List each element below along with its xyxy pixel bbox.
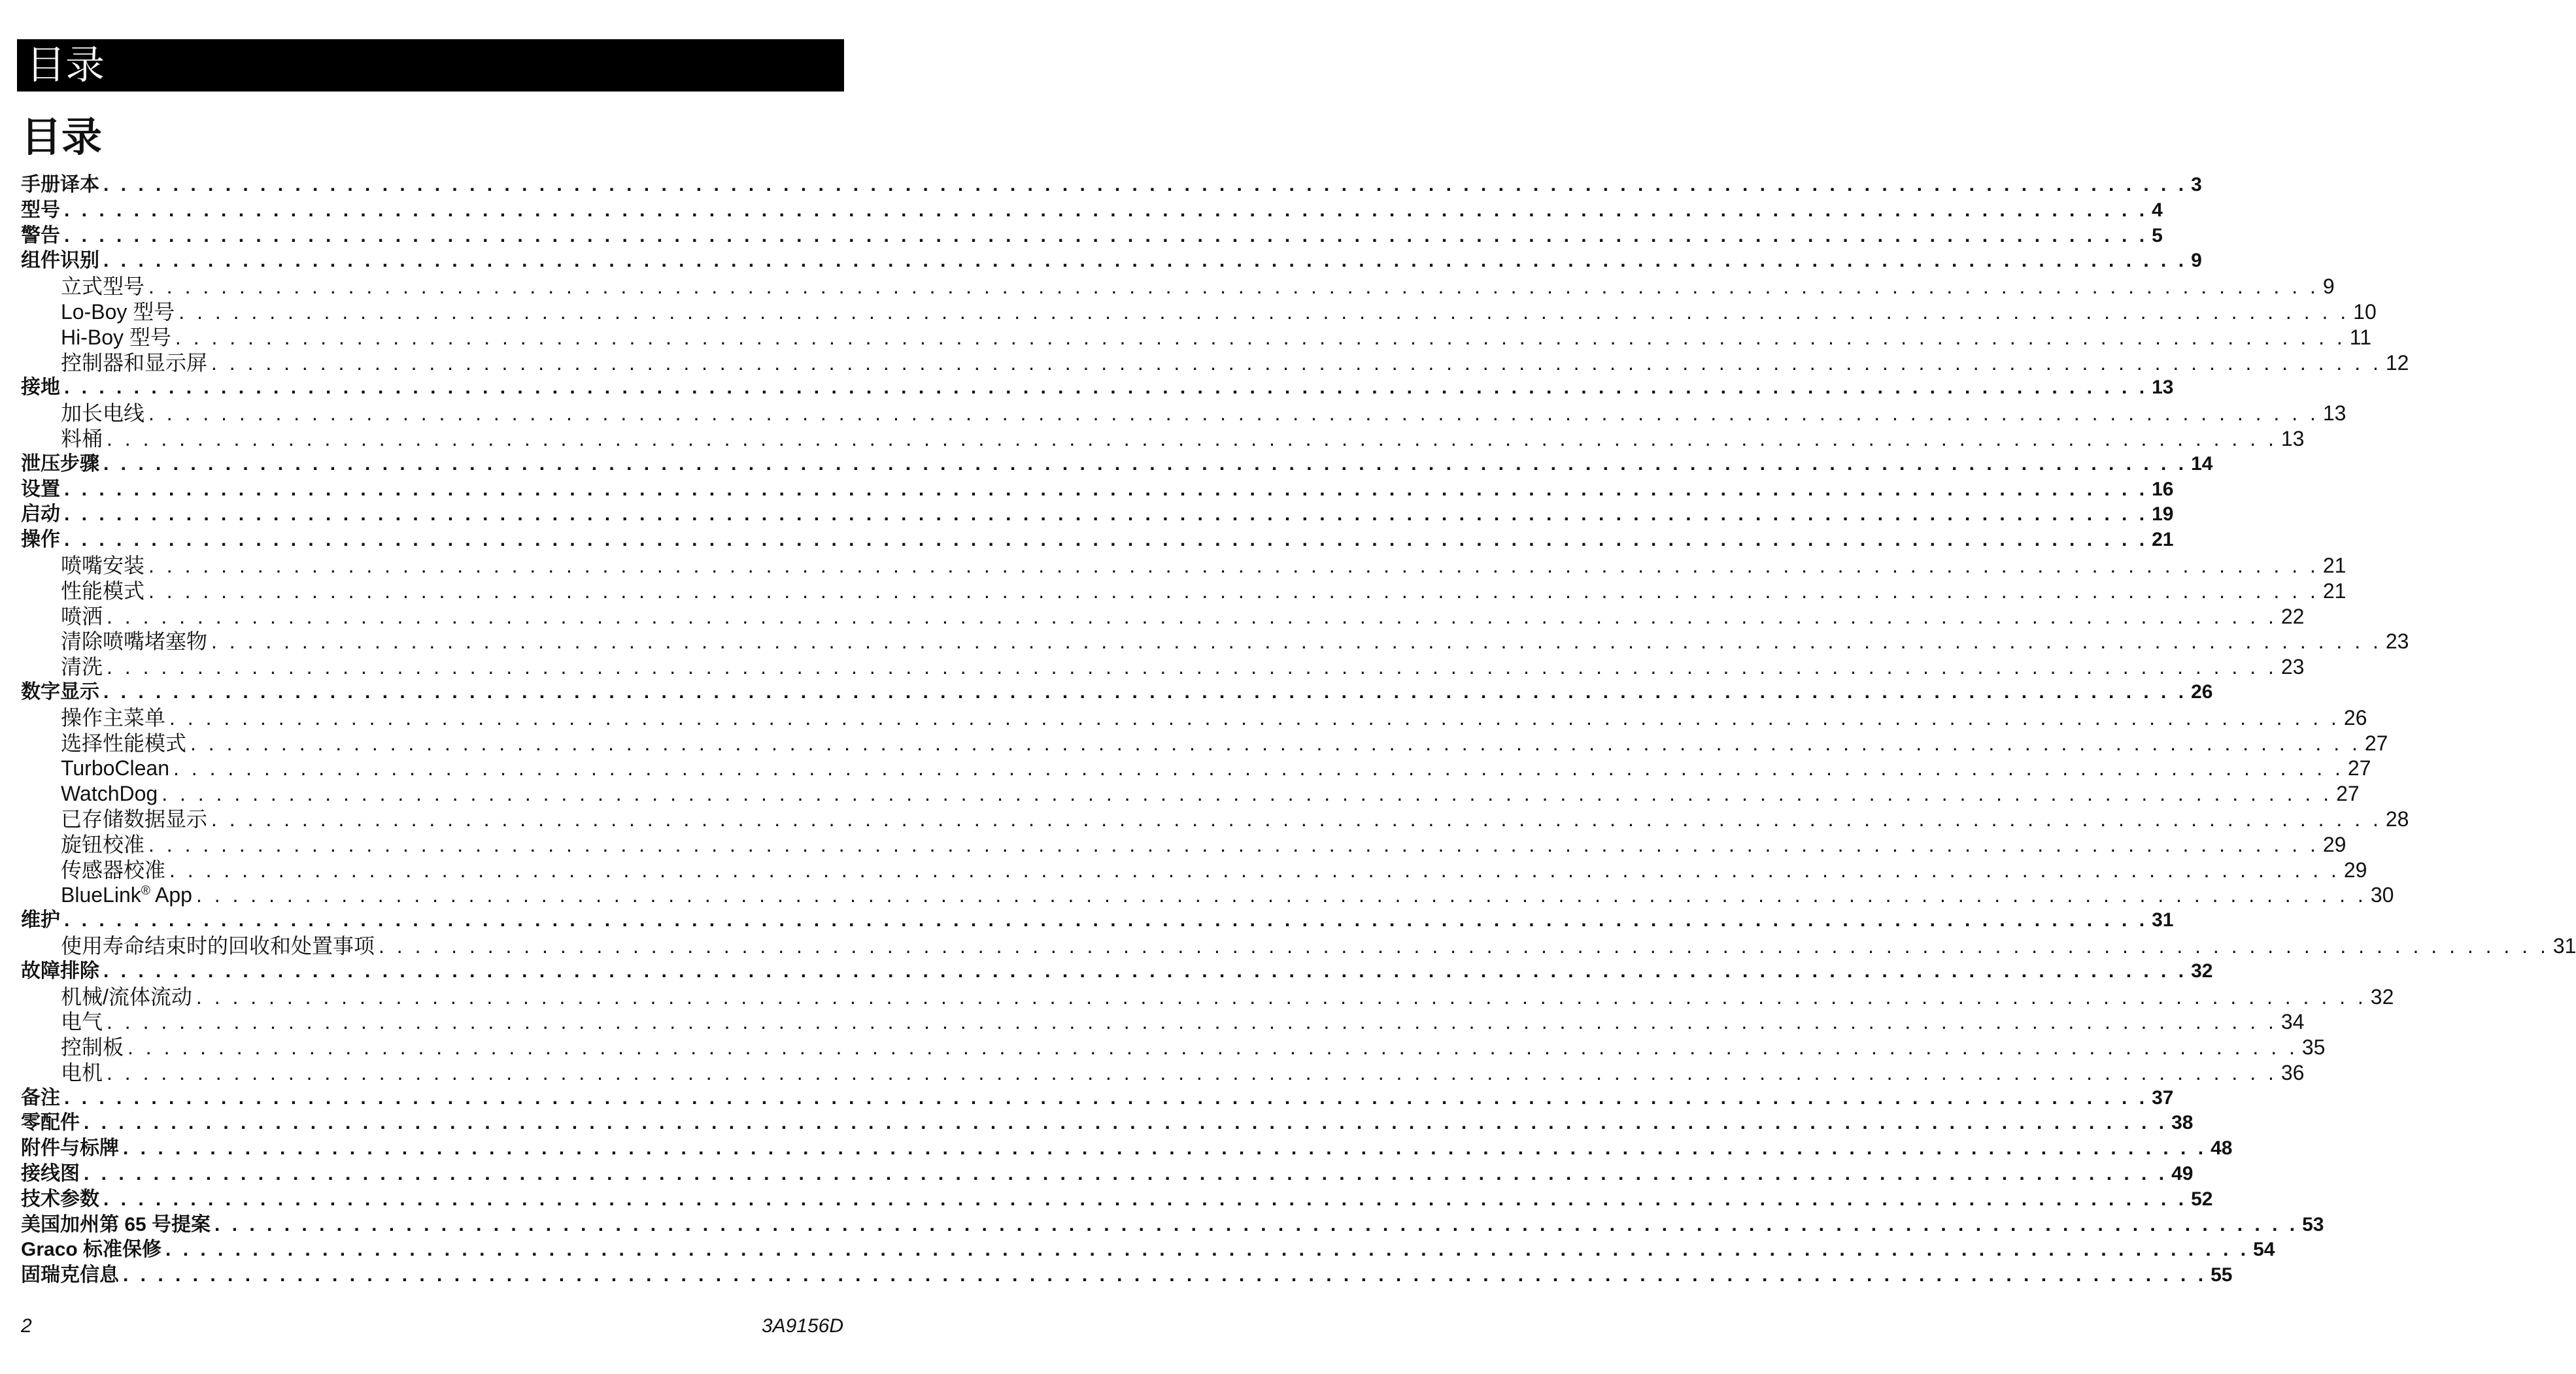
- toc-entry[interactable]: [21, 325, 2371, 350]
- toc-entry[interactable]: [21, 680, 2213, 705]
- toc-entry-page: 3: [2191, 174, 2202, 195]
- dot-leader: . . . . . . . . . . . . . . . . . . . . . . . . . . . . . . . . . . . . . . . . . . . . . . . . . . . . . . . . . . . . . . . . . . . . . . . . . . . . . . . . . . . . . . . . . . . . . . . . . . . . . . . . . . . . . . . . . . . . . . . .: [64, 1086, 2148, 1109]
- toc-entry[interactable]: [21, 1136, 2233, 1162]
- dot-leader: . . . . . . . . . . . . . . . . . . . . . . . . . . . . . . . . . . . . . . . . . . . . . . . . . . . . . . . . . . . . . . . . . . . . . . . . . . . . . . . . . . . . . . . . . . . . . . . . . . . . . . . . . . . . . . . . . . . . . . . .: [64, 377, 2148, 399]
- toc-entry[interactable]: [21, 908, 2174, 933]
- toc-entry-page: 48: [2211, 1137, 2233, 1160]
- toc-entry-page: 55: [2211, 1264, 2233, 1286]
- dot-leader: . . . . . . . . . . . . . . . . . . . . . . . . . . . . . . . . . . . . . . . . . . . . . . . . . . . . . . . . . . . . . . . . . . . . . . . . . . . . . . . . . . . . . . . . . . . . . . . . . . . . . . . . . . . . . . . . . . . . . . . .: [211, 807, 2382, 831]
- toc-entry-page: 53: [2302, 1213, 2324, 1235]
- toc-entry-page: 38: [2171, 1112, 2194, 1134]
- toc-entry[interactable]: [21, 1035, 2326, 1060]
- dot-leader: . . . . . . . . . . . . . . . . . . . . . . . . . . . . . . . . . . . . . . . . . . . . . . . . . . . . . . . . . . . . . . . . . . . . . . . . . . . . . . . . . . . . . . . . . . . . . . . . . . . . . . . . . . . . . . . . . . . . . . . .: [169, 858, 2340, 882]
- toc-entry[interactable]: [21, 1009, 2305, 1035]
- toc-entry[interactable]: [21, 553, 2347, 578]
- toc-entry-page: 22: [2280, 604, 2305, 628]
- toc-entry-label: 控制板: [61, 1035, 124, 1060]
- toc-entry[interactable]: [21, 654, 2305, 680]
- dot-leader: . . . . . . . . . . . . . . . . . . . . . . . . . . . . . . . . . . . . . . . . . . . . . . . . . . . . . . . . . . . . . . . . . . . . . . . . . . . . . . . . . . . . . . . . . . . . . . . . . . . . . . . . . . . . . . . . . . . . . . . .: [195, 984, 2367, 1009]
- toc-entry[interactable]: [21, 984, 2394, 1010]
- dot-leader: . . . . . . . . . . . . . . . . . . . . . . . . . . . . . . . . . . . . . . . . . . . . . . . . . . . . . . . . . . . . . . . . . . . . . . . . . . . . . . . . . . . . . . . . . . . . . . . . . . . . . . . . . . . . . . . . . . . . . . . .: [107, 1060, 2277, 1084]
- footer-document-id: 3A9156D: [761, 1315, 843, 1337]
- toc-entry-page: 13: [2152, 377, 2174, 399]
- toc-entry-label: 控制器和显示屏: [61, 350, 208, 375]
- dot-leader: . . . . . . . . . . . . . . . . . . . . . . . . . . . . . . . . . . . . . . . . . . . . . . . . . . . . . . . . . . . . . . . . . . . . . . . . . . . . . . . . . . . . . . . . . . . . . . . . . . . . . . . . . . . . . . . . . . . . . . . .: [165, 1239, 2250, 1261]
- toc-entry-page: 34: [2280, 1010, 2305, 1034]
- toc-entry-page: 4: [2152, 199, 2163, 221]
- dot-leader: . . . . . . . . . . . . . . . . . . . . . . . . . . . . . . . . . . . . . . . . . . . . . . . . . . . . . . . . . . . . . . . . . . . . . . . . . . . . . . . . . . . . . . . . . . . . . . . . . . . . . . . . . . . . . . . . . . . . . . . .: [103, 174, 2188, 195]
- dot-leader: . . . . . . . . . . . . . . . . . . . . . . . . . . . . . . . . . . . . . . . . . . . . . . . . . . . . . . . . . . . . . . . . . . . . . . . . . . . . . . . . . . . . . . . . . . . . . . . . . . . . . . . . . . . . . . . . . . . . . . . .: [103, 1188, 2188, 1210]
- toc-entry[interactable]: [21, 528, 2174, 553]
- toc-entry-page: 54: [2253, 1239, 2275, 1261]
- toc-entry-page: 32: [2191, 960, 2213, 982]
- toc-entry[interactable]: [21, 375, 2174, 401]
- toc-entry[interactable]: [21, 452, 2213, 477]
- toc-entry[interactable]: [21, 1187, 2213, 1213]
- toc-entry[interactable]: [21, 426, 2305, 452]
- toc-entry-label: 电机: [61, 1060, 103, 1084]
- toc-entry-label: 选择性能模式: [61, 731, 187, 755]
- toc-entry[interactable]: [21, 350, 2409, 376]
- toc-entry-label: WatchDog: [61, 782, 158, 806]
- toc-entry-label: 使用寿命结束时的回收和处置事项: [61, 933, 375, 958]
- section-header-bar: [17, 39, 844, 92]
- dot-leader: . . . . . . . . . . . . . . . . . . . . . . . . . . . . . . . . . . . . . . . . . . . . . . . . . . . . . . . . . . . . . . . . . . . . . . . . . . . . . . . . . . . . . . . . . . . . . . . . . . . . . . . . . . . . . . . . . . . . . . . .: [103, 960, 2188, 982]
- toc-entry[interactable]: [21, 604, 2305, 629]
- dot-leader: . . . . . . . . . . . . . . . . . . . . . . . . . . . . . . . . . . . . . . . . . . . . . . . . . . . . . . . . . . . . . . . . . . . . . . . . . . . . . . . . . . . . . . . . . . . . . . . . . . . . . . . . . . . . . . . . . . . . . . . .: [211, 350, 2382, 375]
- toc-entry-page: 10: [2353, 299, 2377, 324]
- toc-entry-page: 5: [2152, 224, 2163, 246]
- toc-entry-label: 设置: [21, 478, 60, 500]
- toc-entry-page: 32: [2370, 984, 2394, 1009]
- toc-entry-page: 14: [2191, 452, 2213, 475]
- dot-leader: . . . . . . . . . . . . . . . . . . . . . . . . . . . . . . . . . . . . . . . . . . . . . . . . . . . . . . . . . . . . . . . . . . . . . . . . . . . . . . . . . . . . . . . . . . . . . . . . . . . . . . . . . . . . . . . . . . . . . . . .: [64, 199, 2148, 221]
- footer-page-number: 2: [21, 1315, 32, 1337]
- toc-entry-page: 52: [2191, 1188, 2213, 1210]
- toc-entry-page: 21: [2322, 578, 2347, 603]
- toc-entry-page: 36: [2280, 1060, 2305, 1084]
- toc-entry-page: 49: [2171, 1163, 2194, 1185]
- toc-entry-label: 附件与标牌: [21, 1137, 119, 1160]
- toc-entry[interactable]: [21, 1213, 2324, 1238]
- dot-leader: . . . . . . . . . . . . . . . . . . . . . . . . . . . . . . . . . . . . . . . . . . . . . . . . . . . . . . . . . . . . . . . . . . . . . . . . . . . . . . . . . . . . . . . . . . . . . . . . . . . . . . . . . . . . . . . . . . . . . . . .: [103, 250, 2188, 272]
- dot-leader: . . . . . . . . . . . . . . . . . . . . . . . . . . . . . . . . . . . . . . . . . . . . . . . . . . . . . . . . . . . . . . . . . . . . . . . . . . . . . . . . . . . . . . . . . . . . . . . . . . . . . . . . . . . . . . . . . . . . . . . .: [84, 1112, 2168, 1134]
- toc-entry-page: 16: [2152, 478, 2174, 500]
- toc-entry-page: 28: [2385, 807, 2409, 831]
- toc-entry[interactable]: [21, 1111, 2194, 1136]
- toc-entry-page: 29: [2343, 858, 2367, 882]
- toc-entry-page: 13: [2322, 401, 2347, 426]
- dot-leader: . . . . . . . . . . . . . . . . . . . . . . . . . . . . . . . . . . . . . . . . . . . . . . . . . . . . . . . . . . . . . . . . . . . . . . . . . . . . . . . . . . . . . . . . . . . . . . . . . . . . . . . . . . . . . . . . . . . . . . . .: [64, 529, 2148, 551]
- dot-leader: . . . . . . . . . . . . . . . . . . . . . . . . . . . . . . . . . . . . . . . . . . . . . . . . . . . . . . . . . . . . . . . . . . . . . . . . . . . . . . . . . . . . . . . . . . . . . . . . . . . . . . . . . . . . . . . . . . . . . . . .: [190, 731, 2361, 755]
- dot-leader: . . . . . . . . . . . . . . . . . . . . . . . . . . . . . . . . . . . . . . . . . . . . . . . . . . . . . . . . . . . . . . . . . . . . . . . . . . . . . . . . . . . . . . . . . . . . . . . . . . . . . . . . . . . . . . . . . . . . . . . .: [148, 401, 2319, 426]
- toc-entry-page: 31: [2152, 909, 2174, 931]
- toc-entry-page: 19: [2152, 503, 2174, 526]
- dot-leader: . . . . . . . . . . . . . . . . . . . . . . . . . . . . . . . . . . . . . . . . . . . . . . . . . . . . . . . . . . . . . . . . . . . . . . . . . . . . . . . . . . . . . . . . . . . . . . . . . . . . . . . . . . . . . . . . . . . . . . . .: [161, 782, 2333, 806]
- toc-entry[interactable]: [21, 248, 2202, 274]
- dot-leader: . . . . . . . . . . . . . . . . . . . . . . . . . . . . . . . . . . . . . . . . . . . . . . . . . . . . . . . . . . . . . . . . . . . . . . . . . . . . . . . . . . . . . . . . . . . . . . . . . . . . . . . . . . . . . . . . . . . . . . . .: [84, 1163, 2168, 1185]
- dot-leader: . . . . . . . . . . . . . . . . . . . . . . . . . . . . . . . . . . . . . . . . . . . . . . . . . . . . . . . . . . . . . . . . . . . . . . . . . . . . . . . . . . . . . . . . . . . . . . . . . . . . . . . . . . . . . . . . . . . . . . . .: [148, 578, 2319, 603]
- dot-leader: . . . . . . . . . . . . . . . . . . . . . . . . . . . . . . . . . . . . . . . . . . . . . . . . . . . . . . . . . . . . . . . . . . . . . . . . . . . . . . . . . . . . . . . . . . . . . . . . . . . . . . . . . . . . . . . . . . . . . . . .: [103, 680, 2188, 703]
- dot-leader: . . . . . . . . . . . . . . . . . . . . . . . . . . . . . . . . . . . . . . . . . . . . . . . . . . . . . . . . . . . . . . . . . . . . . . . . . . . . . . . . . . . . . . . . . . . . . . . . . . . . . . . . . . . . . . . . . . . . . . . .: [64, 909, 2148, 931]
- dot-leader: . . . . . . . . . . . . . . . . . . . . . . . . . . . . . . . . . . . . . . . . . . . . . . . . . . . . . . . . . . . . . . . . . . . . . . . . . . . . . . . . . . . . . . . . . . . . . . . . . . . . . . . . . . . . . . . . . . . . . . . .: [103, 452, 2188, 475]
- dot-leader: . . . . . . . . . . . . . . . . . . . . . . . . . . . . . . . . . . . . . . . . . . . . . . . . . . . . . . . . . . . . . . . . . . . . . . . . . . . . . . . . . . . . . . . . . . . . . . . . . . . . . . . . . . . . . . . . . . . . . . . .: [107, 655, 2277, 679]
- toc-entry-page: 23: [2385, 629, 2409, 654]
- toc-entry[interactable]: [21, 933, 2576, 959]
- toc-entry-label: 喷嘴安装: [61, 553, 145, 577]
- toc-entry-page: 26: [2343, 705, 2367, 729]
- toc-entry-label: 备注: [21, 1086, 60, 1109]
- toc-entry-label: 接线图: [21, 1163, 80, 1185]
- toc-entry[interactable]: [21, 198, 2163, 224]
- dot-leader: . . . . . . . . . . . . . . . . . . . . . . . . . . . . . . . . . . . . . . . . . . . . . . . . . . . . . . . . . . . . . . . . . . . . . . . . . . . . . . . . . . . . . . . . . . . . . . . . . . . . . . . . . . . . . . . . . . . . . . . .: [169, 705, 2340, 729]
- dot-leader: . . . . . . . . . . . . . . . . . . . . . . . . . . . . . . . . . . . . . . . . . . . . . . . . . . . . . . . . . . . . . . . . . . . . . . . . . . . . . . . . . . . . . . . . . . . . . . . . . . . . . . . . . . . . . . . . . . . . . . . .: [148, 832, 2319, 856]
- dot-leader: . . . . . . . . . . . . . . . . . . . . . . . . . . . . . . . . . . . . . . . . . . . . . . . . . . . . . . . . . . . . . . . . . . . . . . . . . . . . . . . . . . . . . . . . . . . . . . . . . . . . . . . . . . . . . . . . . . . . . . . .: [175, 325, 2346, 349]
- toc-entry-label: 性能模式: [61, 578, 145, 603]
- toc-entry-page: 12: [2385, 350, 2409, 375]
- toc-entry[interactable]: [21, 1237, 2275, 1263]
- toc-entry[interactable]: [21, 781, 2360, 807]
- toc-entry-label: 接地: [21, 377, 60, 399]
- toc-entry-label: 组件识别: [21, 250, 99, 272]
- toc-entry[interactable]: [21, 274, 2335, 299]
- toc-entry-page: 31: [2552, 933, 2576, 958]
- toc-entry[interactable]: [21, 882, 2394, 908]
- toc-entry-page: 13: [2280, 426, 2305, 450]
- toc-entry-label: BlueLink® App: [61, 883, 192, 907]
- toc-entry-label: 清洗: [61, 655, 103, 679]
- toc-entry-label: 故障排除: [21, 960, 99, 982]
- toc-entry-label: Hi-Boy 型号: [61, 325, 171, 349]
- toc-entry-label: 零配件: [21, 1112, 80, 1134]
- toc-entry-label: Graco 标准保修: [21, 1239, 162, 1261]
- toc-entry-page: 21: [2322, 553, 2347, 577]
- toc-entry[interactable]: [21, 832, 2347, 858]
- toc-entry-label: 技术参数: [21, 1188, 99, 1210]
- dot-leader: . . . . . . . . . . . . . . . . . . . . . . . . . . . . . . . . . . . . . . . . . . . . . . . . . . . . . . . . . . . . . . . . . . . . . . . . . . . . . . . . . . . . . . . . . . . . . . . . . . . . . . . . . . . . . . . . . . . . . . . .: [64, 224, 2148, 246]
- toc-entry-page: 27: [2347, 756, 2371, 780]
- toc-entry-page: 30: [2370, 883, 2394, 907]
- toc-entry[interactable]: [21, 299, 2377, 325]
- toc-entry-page: 23: [2280, 655, 2305, 679]
- toc-entry-label: 固瑞克信息: [21, 1264, 119, 1286]
- dot-leader: . . . . . . . . . . . . . . . . . . . . . . . . . . . . . . . . . . . . . . . . . . . . . . . . . . . . . . . . . . . . . . . . . . . . . . . . . . . . . . . . . . . . . . . . . . . . . . . . . . . . . . . . . . . . . . . . . . . . . . . .: [195, 883, 2367, 907]
- toc-entry-label: 手册译本: [21, 174, 99, 195]
- dot-leader: . . . . . . . . . . . . . . . . . . . . . . . . . . . . . . . . . . . . . . . . . . . . . . . . . . . . . . . . . . . . . . . . . . . . . . . . . . . . . . . . . . . . . . . . . . . . . . . . . . . . . . . . . . . . . . . . . . . . . . . .: [127, 1035, 2298, 1060]
- toc-entry-label: 电气: [61, 1010, 103, 1034]
- toc-entry-label: 美国加州第 65 号提案: [21, 1213, 211, 1235]
- toc-entry-label: 操作主菜单: [61, 705, 166, 729]
- dot-leader: . . . . . . . . . . . . . . . . . . . . . . . . . . . . . . . . . . . . . . . . . . . . . . . . . . . . . . . . . . . . . . . . . . . . . . . . . . . . . . . . . . . . . . . . . . . . . . . . . . . . . . . . . . . . . . . . . . . . . . . .: [107, 604, 2277, 628]
- dot-leader: . . . . . . . . . . . . . . . . . . . . . . . . . . . . . . . . . . . . . . . . . . . . . . . . . . . . . . . . . . . . . . . . . . . . . . . . . . . . . . . . . . . . . . . . . . . . . . . . . . . . . . . . . . . . . . . . . . . . . . . .: [107, 1010, 2277, 1034]
- toc-entry-label: 清除喷嘴堵塞物: [61, 629, 208, 654]
- toc-entry[interactable]: [21, 401, 2347, 426]
- toc-entry-label: 启动: [21, 503, 60, 526]
- toc-entry-label: 旋钮校准: [61, 832, 145, 856]
- toc-entry[interactable]: [21, 1162, 2194, 1187]
- toc-entry-page: 27: [2336, 782, 2360, 806]
- dot-leader: . . . . . . . . . . . . . . . . . . . . . . . . . . . . . . . . . . . . . . . . . . . . . . . . . . . . . . . . . . . . . . . . . . . . . . . . . . . . . . . . . . . . . . . . . . . . . . . . . . . . . . . . . . . . . . . . . . . . . . . .: [214, 1213, 2299, 1235]
- toc-entry-page: 29: [2322, 832, 2347, 856]
- toc-entry[interactable]: [21, 1060, 2305, 1086]
- toc-entry-label: 泄压步骤: [21, 452, 99, 475]
- toc-entry-label: Lo-Boy 型号: [61, 299, 175, 324]
- toc-entry-label: 传感器校准: [61, 858, 166, 882]
- dot-leader: . . . . . . . . . . . . . . . . . . . . . . . . . . . . . . . . . . . . . . . . . . . . . . . . . . . . . . . . . . . . . . . . . . . . . . . . . . . . . . . . . . . . . . . . . . . . . . . . . . . . . . . . . . . . . . . . . . . . . . . .: [107, 426, 2277, 450]
- toc-entry-page: 35: [2301, 1035, 2326, 1060]
- dot-leader: . . . . . . . . . . . . . . . . . . . . . . . . . . . . . . . . . . . . . . . . . . . . . . . . . . . . . . . . . . . . . . . . . . . . . . . . . . . . . . . . . . . . . . . . . . . . . . . . . . . . . . . . . . . . . . . . . . . . . . . .: [123, 1264, 2207, 1286]
- dot-leader: . . . . . . . . . . . . . . . . . . . . . . . . . . . . . . . . . . . . . . . . . . . . . . . . . . . . . . . . . . . . . . . . . . . . . . . . . . . . . . . . . . . . . . . . . . . . . . . . . . . . . . . . . . . . . . . . . . . . . . . .: [379, 933, 2549, 958]
- page-title: 目录: [21, 115, 103, 160]
- toc-entry-page: 37: [2152, 1086, 2174, 1109]
- dot-leader: . . . . . . . . . . . . . . . . . . . . . . . . . . . . . . . . . . . . . . . . . . . . . . . . . . . . . . . . . . . . . . . . . . . . . . . . . . . . . . . . . . . . . . . . . . . . . . . . . . . . . . . . . . . . . . . . . . . . . . . .: [173, 756, 2344, 780]
- toc-entry-label: 操作: [21, 529, 60, 551]
- toc-entry[interactable]: [21, 578, 2347, 604]
- toc-entry[interactable]: [21, 731, 2388, 756]
- toc-entry[interactable]: [21, 756, 2371, 781]
- toc-entry[interactable]: [21, 1263, 2233, 1288]
- toc-entry-page: 11: [2349, 325, 2371, 349]
- toc-entry-page: 9: [2322, 275, 2335, 299]
- toc-entry-label: 型号: [21, 199, 60, 221]
- toc-entry[interactable]: [21, 858, 2367, 883]
- toc-entry[interactable]: [21, 959, 2213, 984]
- toc-entry-label: 数字显示: [21, 680, 99, 703]
- toc-entry[interactable]: [21, 502, 2174, 528]
- toc-entry[interactable]: [21, 629, 2409, 654]
- toc-entry-label: TurboClean: [61, 756, 170, 780]
- toc-entry[interactable]: [21, 224, 2163, 249]
- toc-entry[interactable]: [21, 1086, 2174, 1111]
- registered-mark: ®: [141, 884, 150, 898]
- table-of-contents: [21, 173, 2576, 1288]
- dot-leader: . . . . . . . . . . . . . . . . . . . . . . . . . . . . . . . . . . . . . . . . . . . . . . . . . . . . . . . . . . . . . . . . . . . . . . . . . . . . . . . . . . . . . . . . . . . . . . . . . . . . . . . . . . . . . . . . . . . . . . . .: [123, 1137, 2207, 1160]
- section-header-title: 目录: [26, 43, 105, 87]
- dot-leader: . . . . . . . . . . . . . . . . . . . . . . . . . . . . . . . . . . . . . . . . . . . . . . . . . . . . . . . . . . . . . . . . . . . . . . . . . . . . . . . . . . . . . . . . . . . . . . . . . . . . . . . . . . . . . . . . . . . . . . . .: [211, 629, 2382, 654]
- toc-entry[interactable]: [21, 173, 2202, 198]
- toc-entry-page: 27: [2364, 731, 2388, 755]
- toc-entry-label: 加长电线: [61, 401, 145, 426]
- toc-entry[interactable]: [21, 477, 2174, 503]
- dot-leader: . . . . . . . . . . . . . . . . . . . . . . . . . . . . . . . . . . . . . . . . . . . . . . . . . . . . . . . . . . . . . . . . . . . . . . . . . . . . . . . . . . . . . . . . . . . . . . . . . . . . . . . . . . . . . . . . . . . . . . . .: [64, 478, 2148, 500]
- toc-entry-label: 维护: [21, 909, 60, 931]
- toc-entry-page: 26: [2191, 680, 2213, 703]
- toc-entry-label: 立式型号: [61, 275, 145, 299]
- toc-entry[interactable]: [21, 705, 2367, 731]
- dot-leader: . . . . . . . . . . . . . . . . . . . . . . . . . . . . . . . . . . . . . . . . . . . . . . . . . . . . . . . . . . . . . . . . . . . . . . . . . . . . . . . . . . . . . . . . . . . . . . . . . . . . . . . . . . . . . . . . . . . . . . . .: [148, 275, 2319, 299]
- toc-entry-label: 料桶: [61, 426, 103, 450]
- toc-entry-page: 9: [2191, 250, 2202, 272]
- dot-leader: . . . . . . . . . . . . . . . . . . . . . . . . . . . . . . . . . . . . . . . . . . . . . . . . . . . . . . . . . . . . . . . . . . . . . . . . . . . . . . . . . . . . . . . . . . . . . . . . . . . . . . . . . . . . . . . . . . . . . . . .: [178, 299, 2350, 324]
- dot-leader: . . . . . . . . . . . . . . . . . . . . . . . . . . . . . . . . . . . . . . . . . . . . . . . . . . . . . . . . . . . . . . . . . . . . . . . . . . . . . . . . . . . . . . . . . . . . . . . . . . . . . . . . . . . . . . . . . . . . . . . .: [64, 503, 2148, 526]
- toc-entry-label: 已存储数据显示: [61, 807, 208, 831]
- toc-entry-label: 机械/流体流动: [61, 984, 192, 1009]
- dot-leader: . . . . . . . . . . . . . . . . . . . . . . . . . . . . . . . . . . . . . . . . . . . . . . . . . . . . . . . . . . . . . . . . . . . . . . . . . . . . . . . . . . . . . . . . . . . . . . . . . . . . . . . . . . . . . . . . . . . . . . . .: [148, 553, 2319, 577]
- toc-entry-label: 喷洒: [61, 604, 103, 628]
- toc-entry[interactable]: [21, 807, 2409, 832]
- toc-entry-page: 21: [2152, 529, 2174, 551]
- toc-entry-label: 警告: [21, 224, 60, 246]
